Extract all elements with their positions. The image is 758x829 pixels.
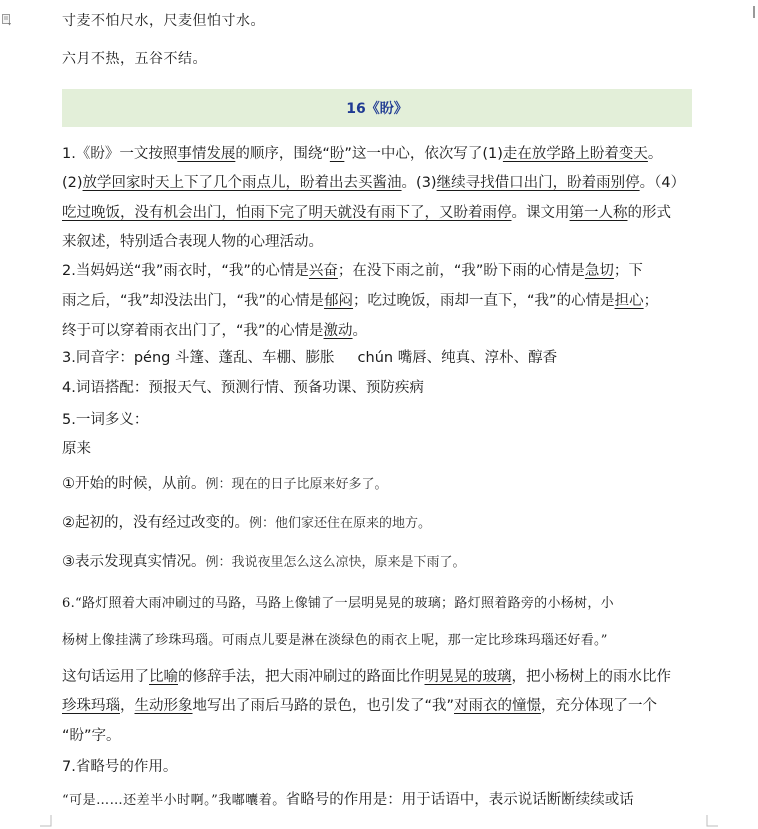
answer-blank: 兴奋 <box>308 263 338 279</box>
crop-mark <box>706 815 718 827</box>
text-run: ，把小杨树上的雨水比作 <box>511 669 671 685</box>
text-run: ；吃过晚饭，雨却一直下，“我”的心情是 <box>353 293 615 309</box>
example: 例：现在的日子比原来好多了。 <box>205 477 388 492</box>
p7-line-1 <box>62 790 634 811</box>
text-run: ；在没下雨之前，“我”盼下雨的心情是 <box>337 263 585 279</box>
p5-meaning-1 <box>62 474 388 495</box>
answer-blank: 激动 <box>323 323 353 339</box>
text-run: ②起初的，没有经过改变的。 <box>62 515 249 531</box>
answer-blank: 盼 <box>329 146 345 162</box>
example: 例：我说夜里怎么这么凉快，原来是下雨了。 <box>205 555 466 570</box>
crop-mark <box>40 815 52 827</box>
p6-quote-line-2: 杨树上像挂满了珍珠玛瑙。可雨点儿要是淋在淡绿色的雨衣上呢，那一定比珍珠玛瑙还好看。” <box>62 633 608 648</box>
text-run: ”这一中心，依次写了(1) <box>344 146 503 162</box>
text-run: 的形式 <box>627 205 671 221</box>
p4-collocations: 4.词语搭配：预报天气、预测行情、预备功课、预防疾病 <box>62 380 424 396</box>
text-run: 斗篷、蓬乱、车棚、膨胀 <box>174 350 335 366</box>
text-run: 雨之后，“我”却没法出门，“我”的心情是 <box>62 293 325 309</box>
p6-line-2 <box>62 696 657 716</box>
text-run: “可是……还差半小时啊。”我嘟囔着。 <box>62 793 286 808</box>
section-title-banner <box>62 89 692 127</box>
answer-blank: 担心 <box>614 293 644 309</box>
p5-label: 5.一词多义： <box>62 412 149 428</box>
proverb-line-1: 寸麦不怕尺水，尺麦但怕寸水。 <box>62 13 265 29</box>
answer-blank: 生动形象 <box>134 698 193 714</box>
p7-label: 7.省略号的作用。 <box>62 759 178 775</box>
p1-line-3 <box>62 203 671 223</box>
p3-homophones <box>62 348 557 368</box>
text-run: 的修辞手法，把大雨冲刷过的路面比作 <box>178 669 425 685</box>
text-run: ③表示发现真实情况。 <box>62 554 206 570</box>
p5-meaning-2 <box>62 513 431 534</box>
answer-blank: 吃过晚饭，没有机会出门，怕雨下完了明天就没有雨下了，又盼着雨停 <box>62 205 512 221</box>
p6-quote-line-1: 6.“路灯照着大雨冲刷过的马路，马路上像铺了一层明晃晃的玻璃；路灯照着路旁的小杨树，小 <box>62 596 614 611</box>
p2-line-3 <box>62 321 367 341</box>
answer-blank: 放学回家时天上下了几个雨点儿，盼着出去买酱油 <box>82 175 402 191</box>
text-run: 嘴唇、纯真、淳朴、醇香 <box>397 350 558 366</box>
text-run: 。 <box>647 146 663 162</box>
answer-blank: 珍珠玛瑙 <box>62 698 120 714</box>
text-run: ； <box>643 293 659 309</box>
answer-blank: 郁闷 <box>324 293 354 309</box>
text-run: 1.《盼》一文按照 <box>62 146 178 162</box>
document-margin-icon <box>2 14 12 26</box>
text-run: 省略号的作用是：用于话语中，表示说话断断续续或话 <box>285 792 634 808</box>
proverb-line-2: 六月不热，五谷不结。 <box>62 51 207 67</box>
text-run: ， <box>120 698 135 714</box>
text-run: 的顺序，围绕“ <box>235 146 330 162</box>
text-run: 地写出了雨后马路的景色，也引发了“我” <box>192 698 455 714</box>
answer-blank: 继续寻找借口出门，盼着雨别停 <box>436 175 640 191</box>
text-run: 这句话运用了 <box>62 669 149 685</box>
p1-line-1 <box>62 144 662 164</box>
text-run: ，充分体现了一个 <box>541 698 658 714</box>
p1-line-2 <box>62 173 685 193</box>
p6-line-3: “盼”字。 <box>62 728 121 744</box>
text-run: 。（4） <box>639 175 686 191</box>
text-run: ；下 <box>613 263 643 279</box>
text-run: ①开始的时候，从前。 <box>62 476 206 492</box>
p6-line-1 <box>62 667 671 687</box>
section-title: 16《盼》 <box>346 101 408 117</box>
text-run: 3.同音字： <box>62 350 134 366</box>
answer-blank: 急切 <box>584 263 614 279</box>
pinyin: péng <box>133 350 171 366</box>
text-run: (2) <box>62 175 83 191</box>
answer-blank: 对雨衣的憧憬 <box>454 698 542 714</box>
text-run: 终于可以穿着雨衣出门了，“我”的心情是 <box>62 323 324 339</box>
text-run: 。(3) <box>401 175 437 191</box>
answer-blank: 走在放学路上盼着变天 <box>502 146 648 162</box>
text-run: 。课文用 <box>511 205 570 221</box>
scroll-indicator[interactable] <box>753 6 755 18</box>
answer-blank: 明晃晃的玻璃 <box>424 669 512 685</box>
answer-blank: 比喻 <box>149 669 178 685</box>
example: 例：他们家还住在原来的地方。 <box>249 516 432 531</box>
p5-meaning-3 <box>62 552 466 573</box>
p1-line-4: 来叙述，特别适合表现人物的心理活动。 <box>62 234 323 250</box>
answer-blank: 事情发展 <box>177 146 236 162</box>
p2-line-2 <box>62 291 658 311</box>
p2-line-1 <box>62 261 643 281</box>
answer-blank: 第一人称 <box>569 205 628 221</box>
text-run: 2.当妈妈送“我”雨衣时，“我”的心情是 <box>62 263 309 279</box>
p5-word: 原来 <box>62 441 91 457</box>
text-run: 。 <box>352 323 368 339</box>
pinyin: chún <box>357 350 394 366</box>
